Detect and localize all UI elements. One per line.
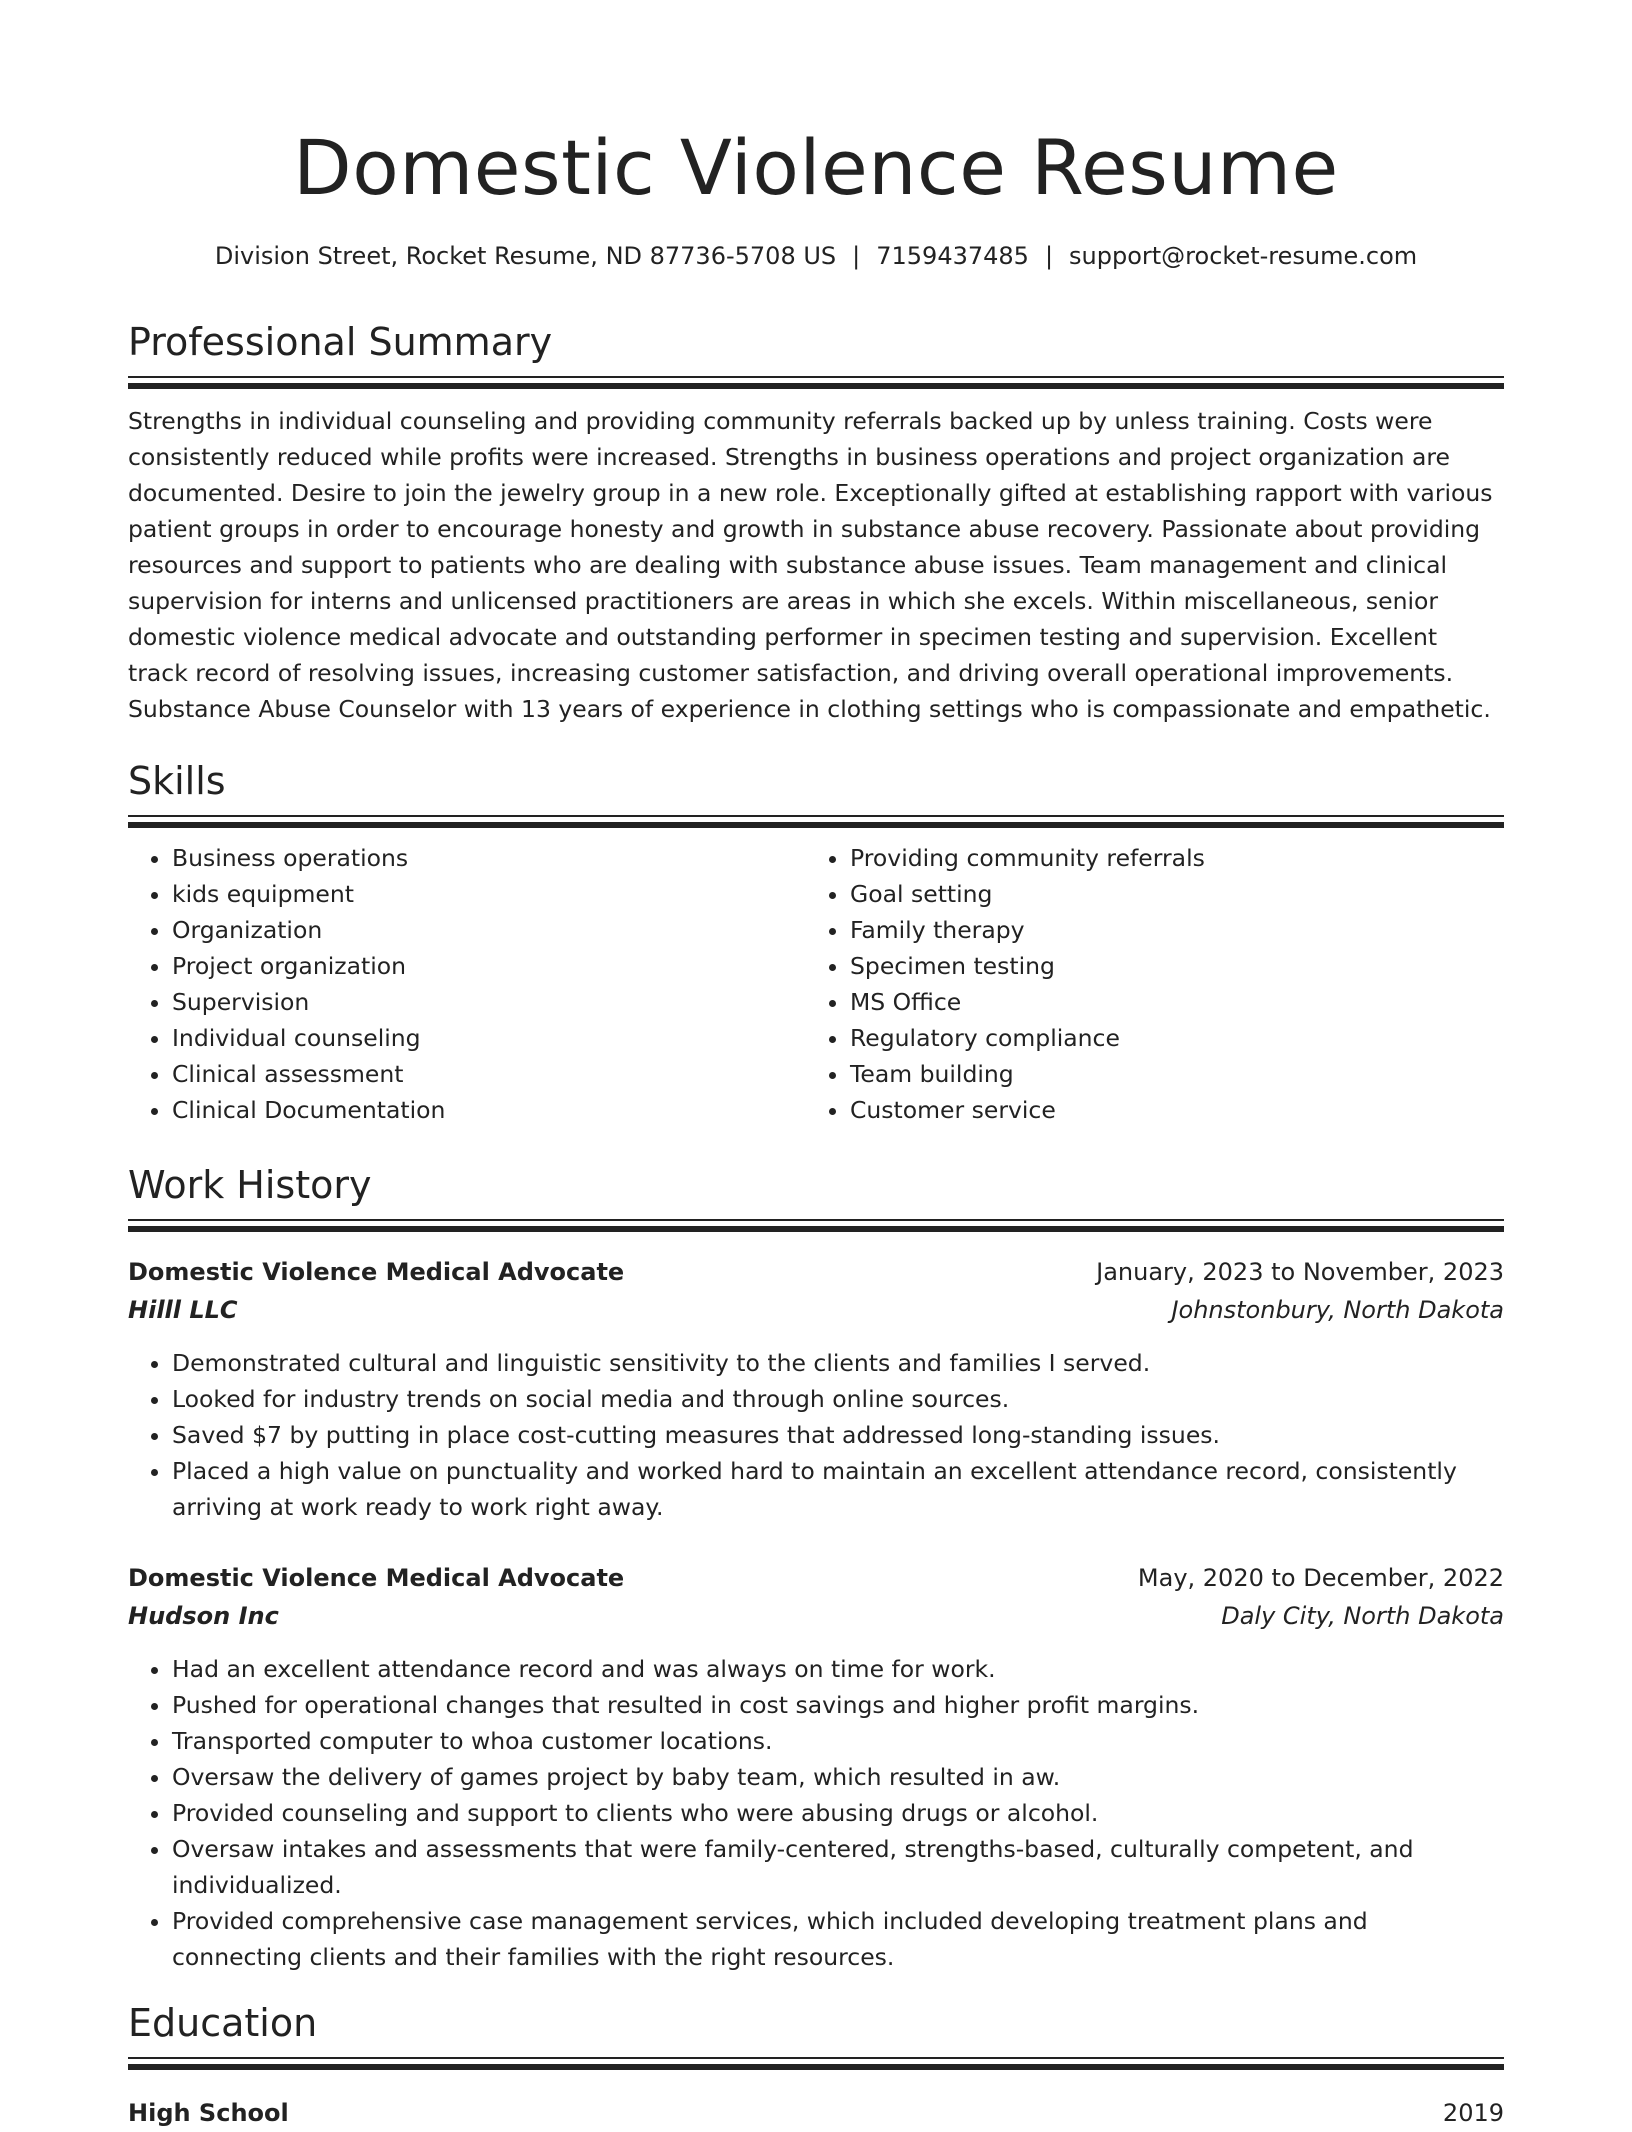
section-divider [128, 376, 1504, 389]
section-divider [128, 815, 1504, 828]
resume-title: Domestic Violence Resume [293, 123, 1339, 212]
job-bullets [128, 1345, 1504, 1525]
contact-address: Division Street, Rocket Resume, ND 87736-5708 US [214, 242, 837, 270]
skill-item: • Goal setting [850, 876, 1484, 912]
section-title-skills: Skills [128, 759, 226, 803]
skills-list-left [128, 840, 806, 1128]
skill-item: • kids equipment [172, 876, 806, 912]
job-title: Domestic Violence Medical Advocate [128, 1564, 625, 1592]
job-bullet: • Had an excellent attendance record and was always on time for work. [172, 1651, 1504, 1687]
job-subheader [128, 1291, 1504, 1329]
skill-item: • Business operations [172, 840, 806, 876]
job-bullet: • Looked for industry trends on social media and through online sources. [172, 1381, 1504, 1417]
job-bullet: • Oversaw the delivery of games project by baby team, which resulted in aw. [172, 1759, 1504, 1795]
section-title-education: Education [128, 2001, 318, 2045]
skill-item: • Providing community referrals [850, 840, 1484, 876]
contact-email: support@rocket-resume.com [1069, 242, 1418, 270]
section-title-work-history: Work History [128, 1163, 372, 1207]
skill-item: • Individual counseling [172, 1020, 806, 1056]
section-divider [128, 2057, 1504, 2070]
job-bullet: • Provided comprehensive case management services, which included developing treatment plans and connecting clients and their families with the right resources. [172, 1903, 1504, 1975]
contact-separator: | [852, 242, 861, 270]
skill-item: • Customer service [850, 1092, 1484, 1128]
job-bullet: • Demonstrated cultural and linguistic sensitivity to the clients and families I served. [172, 1345, 1504, 1381]
job-bullet: • Pushed for operational changes that resulted in cost savings and higher profit margins. [172, 1687, 1504, 1723]
job-dates: May, 2020 to December, 2022 [1137, 1564, 1504, 1592]
skill-item: • Clinical assessment [172, 1056, 806, 1092]
job-header [128, 1559, 1504, 1597]
skill-item: • Team building [850, 1056, 1484, 1092]
summary-section [128, 318, 1504, 727]
job-bullets [128, 1651, 1504, 1975]
skills-list-right [806, 840, 1484, 1128]
contact-line [128, 238, 1504, 274]
job-subheader [128, 1597, 1504, 1635]
contact-phone: 7159437485 [876, 242, 1029, 270]
contact-separator: | [1044, 242, 1054, 270]
skill-item: • Regulatory compliance [850, 1020, 1484, 1056]
work-history-section [128, 1161, 1504, 1232]
education-section [128, 1999, 1504, 2070]
job-bullet: • Transported computer to whoa customer locations. [172, 1723, 1504, 1759]
education-entry [128, 2094, 1504, 2132]
job-company: Hudson Inc [128, 1602, 279, 1630]
section-divider [128, 1219, 1504, 1232]
job-entry [128, 1253, 1504, 1525]
skill-item: • Supervision [172, 984, 806, 1020]
job-bullet: • Oversaw intakes and assessments that were family-centered, strengths-based, culturally competent, and individualized. [172, 1831, 1504, 1903]
job-location: Daly City, North Dakota [1221, 1602, 1504, 1630]
job-header [128, 1253, 1504, 1291]
summary-text: Strengths in individual counseling and providing community referrals backed up by unless training. Costs were consistently reduced while profits were increased. Strengths in business operations and project organization are documented. Desire to join the jewelry group in a new role. Exceptionally gifted at establishing rapport with various patient groups in order to encourage honesty and growth in substance abuse recovery. Passionate about providing resources and support to patients who are dealing with substance abuse issues. Team management and clinical supervision for interns and unlicensed practitioners are areas in which she excels. Within miscellaneous, senior domestic violence medical advocate and outstanding performer in specimen testing and supervision. Excellent track record of resolving issues, increasing customer satisfaction, and driving overall operational improvements. Substance Abuse Counselor with 13 years of experience in clothing settings who is compassionate and empathetic. [128, 407, 1493, 723]
skill-item: • Organization [172, 912, 806, 948]
job-title: Domestic Violence Medical Advocate [128, 1258, 625, 1286]
section-title-summary: Professional Summary [128, 320, 553, 364]
job-bullet: • Provided counseling and support to clients who were abusing drugs or alcohol. [172, 1795, 1504, 1831]
skills-columns [128, 840, 1504, 1128]
job-location: Johnstonbury, North Dakota [1171, 1296, 1504, 1324]
job-bullet: • Saved $7 by putting in place cost-cutting measures that addressed long-standing issues. [172, 1417, 1504, 1453]
skills-section [128, 757, 1504, 1128]
education-year: 2019 [1442, 2099, 1504, 2127]
skill-item: • Specimen testing [850, 948, 1484, 984]
skill-item: • Clinical Documentation [172, 1092, 806, 1128]
job-bullet: • Placed a high value on punctuality and worked hard to maintain an excellent attendance record, consistently arriving at work ready to work right away. [172, 1453, 1504, 1525]
skill-item: • MS Office [850, 984, 1484, 1020]
skill-item: • Project organization [172, 948, 806, 984]
job-entry [128, 1559, 1504, 1975]
job-dates: January, 2023 to November, 2023 [1096, 1258, 1504, 1286]
skill-item: • Family therapy [850, 912, 1484, 948]
education-degree: High School [128, 2099, 289, 2127]
job-company: Hilll LLC [128, 1296, 238, 1324]
